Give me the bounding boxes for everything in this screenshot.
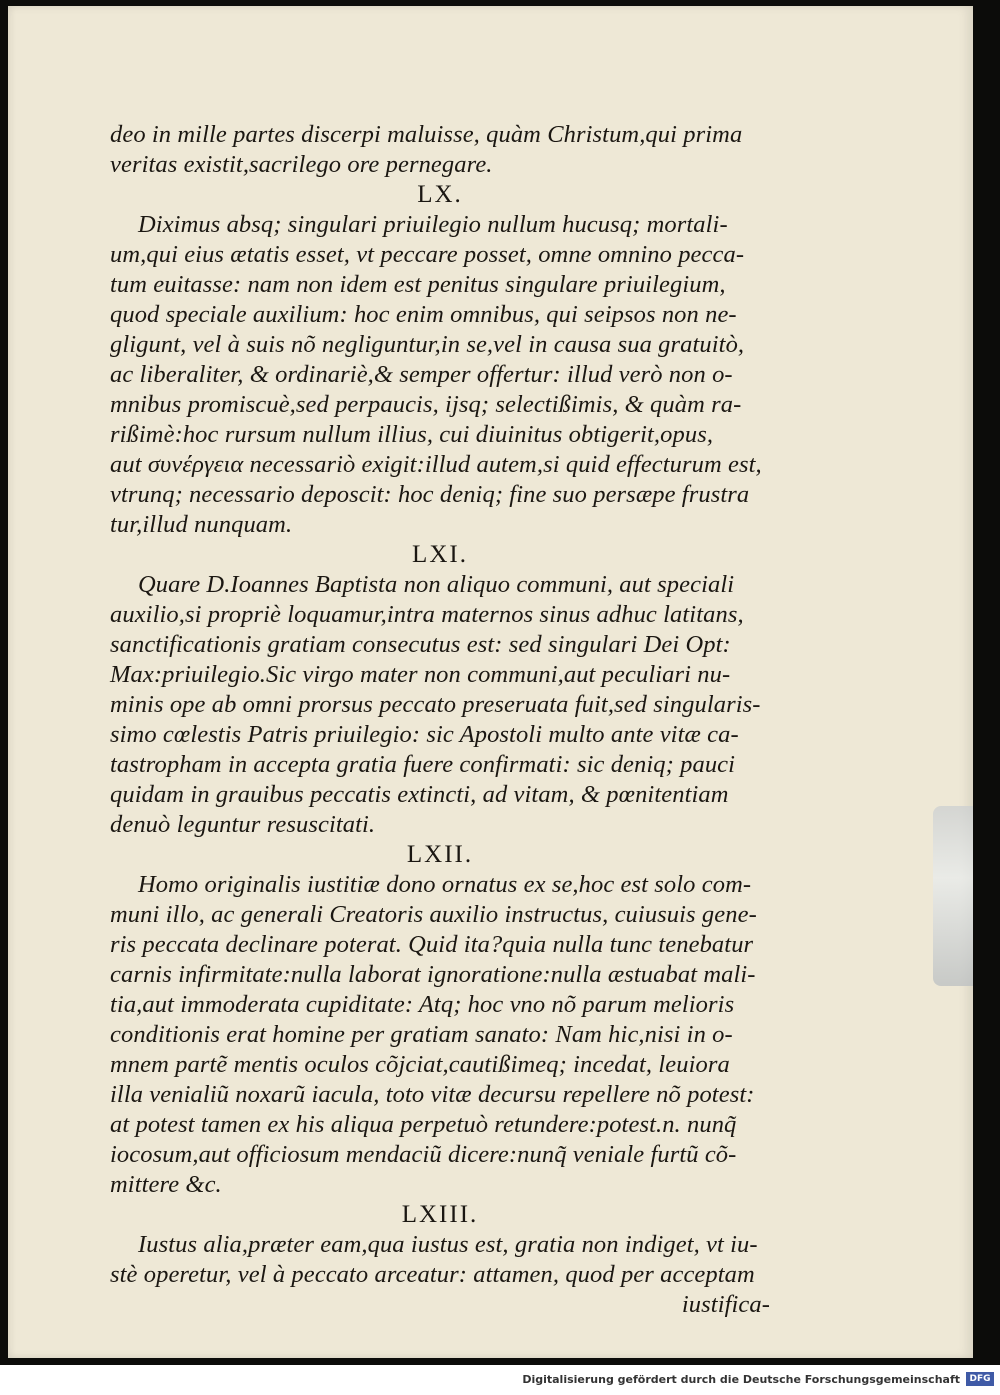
dfg-logo-icon: DFG [966,1372,994,1386]
text-line: conditionis erat homine per gratiam sanato: Nam hic,nisi in o- [110,1021,733,1048]
text-line: veritas existit,sacrilego ore pernegare. [110,151,493,178]
text-line: denuò leguntur resuscitati. [110,811,376,838]
text-line: carnis infirmitate:nulla laborat ignoratione:nulla æstuabat mali- [110,961,756,988]
text-line: ris peccata declinare poterat. Quid ita?quia nulla tunc tenebatur [110,931,754,958]
text-line: mnem partẽ mentis oculos cõjciat,cautißimeq; incedat, leuiora [110,1051,730,1078]
text-line: vtrunq; necessario deposcit: hoc deniq; fine suo persæpe frustra [110,481,750,508]
text-line: iocosum,aut officiosum mendaciũ dicere:nunq̃ veniale furtũ cõ- [110,1141,737,1168]
text-line: at potest tamen ex his aliqua perpetuò retundere:potest.n. nunq̃ [110,1111,737,1138]
text-line: um,qui eius ætatis esset, vt peccare posset, omne omnino pecca- [110,241,745,268]
section-heading: LXIII. [401,1201,479,1228]
text-line: simo cœlestis Patris priuilegio: sic Apostoli multo ante vitæ ca- [110,721,739,748]
text-line: quod speciale auxilium: hoc enim omnibus, qui seipsos non ne- [110,301,737,328]
page-text [110,120,770,1320]
text-line: Iustus alia,præter eam,qua iustus est, gratia non indiget, vt iu- [138,1231,758,1258]
text-line: mnibus promiscuè,sed perpaucis, ijsq; selectißimis, & quàm ra- [110,391,742,418]
text-line: tia,aut immoderata cupiditate: Atq; hoc vno nõ parum melioris [110,991,735,1018]
section-heading: LXI. [412,541,468,568]
footer-bar [0,1365,1000,1395]
text-line: minis ope ab omni prorsus peccato preseruata fuit,sed singularis- [110,691,761,718]
text-line: tastropham in accepta gratia fuere confirmati: sic deniq; pauci [110,751,736,778]
text-line: gligunt, vel à suis nõ negliguntur,in se,vel in causa sua gratuitò, [110,331,745,358]
text-line: tur,illud nunquam. [110,511,293,538]
section-heading: LXII. [406,841,474,868]
text-line: mittere &c. [110,1171,222,1198]
text-line: ac liberaliter, & ordinariè,& semper offertur: illud verò non o- [110,361,733,388]
text-line: deo in mille partes discerpi maluisse, quàm Christum,qui prima [110,121,743,148]
text-line: Homo originalis iustitiæ dono ornatus ex se,hoc est solo com- [138,871,752,898]
text-line: illa venialiũ noxarũ iacula, toto vitæ decursu repellere nõ potest: [110,1081,755,1108]
text-line: tum euitasse: nam non idem est penitus singulare priuilegium, [110,271,726,298]
text-line: sanctificationis gratiam consecutus est: sed singulari Dei Opt: [110,631,731,658]
text-line: muni illo, ac generali Creatoris auxilio instructus, cuiusuis gene- [110,901,757,928]
text-line: quidam in grauibus peccatis extincti, ad vitam, & pœnitentiam [110,781,729,808]
section-heading: LX. [417,181,463,208]
text-line: Max:priuilegio.Sic virgo mater non communi,aut peculiari nu- [110,661,731,688]
catchword: iustifica- [681,1291,770,1318]
text-line: aut συνέργεια necessariò exigit:illud autem,si quid effecturum est, [110,451,762,478]
funding-credit: Digitalisierung gefördert durch die Deutsche Forschungsgemeinschaft [522,1373,960,1386]
text-line: stè operetur, vel à peccato arceatur: attamen, quod per acceptam [110,1261,755,1288]
text-line: Diximus absq; singulari priuilegio nullum hucusq; mortali- [138,211,728,238]
page-clip [933,806,973,986]
text-line: auxilio,si propriè loquamur,intra maternos sinus adhuc latitans, [110,601,744,628]
text-line: Quare D.Ioannes Baptista non aliquo communi, aut speciali [138,571,735,598]
text-line: rißimè:hoc rursum nullum illius, cui diuinitus obtigerit,opus, [110,421,714,448]
